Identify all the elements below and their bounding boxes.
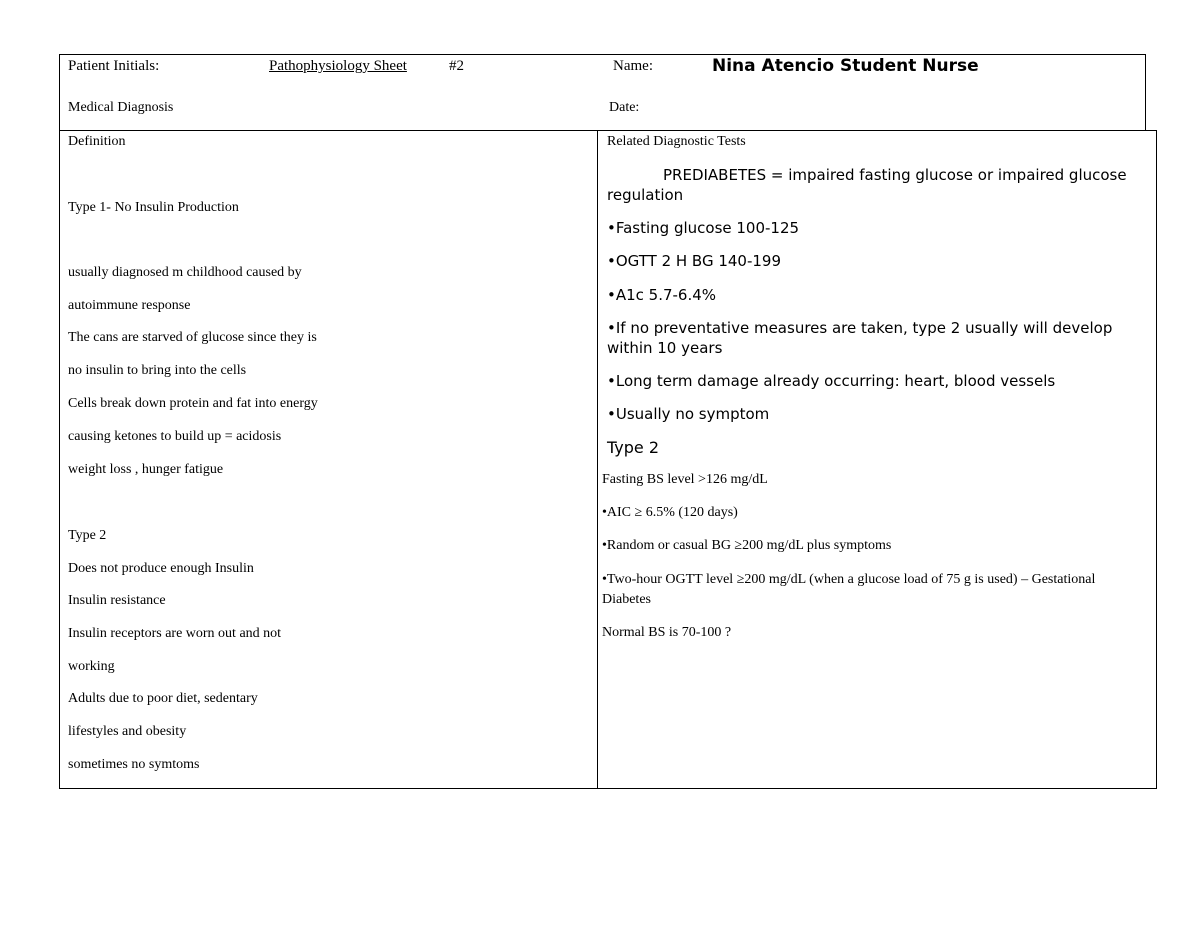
diagnostic-bullet: •Long term damage already occurring: heart, blood vessels xyxy=(607,372,1056,390)
definition-line: Insulin resistance xyxy=(68,593,166,608)
date-label: Date: xyxy=(609,100,640,115)
name-label: Name: xyxy=(613,58,653,74)
diagnostic-bullet: •A1c 5.7-6.4% xyxy=(607,286,717,304)
definition-line: lifestyles and obesity xyxy=(68,724,187,739)
diagnostic-bullet: •Usually no symptom xyxy=(607,405,770,423)
name-value: Nina Atencio Student Nurse xyxy=(712,56,979,76)
definition-heading: Definition xyxy=(68,134,126,149)
diagnostic-bullet: •If no preventative measures are taken, type 2 usually will develop within 10 years xyxy=(607,319,1113,357)
definition-line: usually diagnosed m childhood caused by xyxy=(68,265,302,280)
medical-diagnosis-label: Medical Diagnosis xyxy=(68,100,174,115)
definition-line: Cells break down protein and fat into energy xyxy=(68,396,318,411)
type2-line: Normal BS is 70-100 ? xyxy=(602,625,732,640)
header-box xyxy=(59,54,1146,131)
definition-line: autoimmune response xyxy=(68,298,191,313)
definition-line: working xyxy=(68,659,115,674)
definition-line: Does not produce enough Insulin xyxy=(68,561,254,576)
definition-line: Type 1- No Insulin Production xyxy=(68,200,239,215)
sheet-number: #2 xyxy=(449,58,464,74)
column-divider xyxy=(597,130,598,789)
definition-line: Insulin receptors are worn out and not xyxy=(68,626,282,641)
type2-heading: Type 2 xyxy=(607,438,660,457)
definition-line: sometimes no symtoms xyxy=(68,757,200,772)
diagnostics-heading: Related Diagnostic Tests xyxy=(607,134,746,149)
type2-line: •Random or casual BG ≥200 mg/dL plus symptoms xyxy=(602,538,892,553)
type2-line: Fasting BS level >126 mg/dL xyxy=(602,472,768,487)
definition-line: weight loss , hunger fatigue xyxy=(68,462,224,477)
definition-line: The cans are starved of glucose since they is xyxy=(68,330,317,345)
prediabetes-definition: PREDIABETES = impaired fasting glucose or impaired glucose regulation xyxy=(607,166,1127,204)
definition-line: causing ketones to build up = acidosis xyxy=(68,429,282,444)
sheet-title: Pathophysiology Sheet xyxy=(269,58,407,74)
patient-initials-label: Patient Initials: xyxy=(68,58,160,74)
diagnostic-bullet: •OGTT 2 H BG 140-199 xyxy=(607,252,782,270)
definition-line: no insulin to bring into the cells xyxy=(68,363,247,378)
definition-line: Adults due to poor diet, sedentary xyxy=(68,691,258,706)
diagnostic-bullet: •Fasting glucose 100-125 xyxy=(607,219,800,237)
type2-line: •Two-hour OGTT level ≥200 mg/dL (when a glucose load of 75 g is used) – Gestational Diabetes xyxy=(602,572,1096,607)
definition-line: Type 2 xyxy=(68,528,107,543)
type2-line: •AIC ≥ 6.5% (120 days) xyxy=(602,505,738,520)
